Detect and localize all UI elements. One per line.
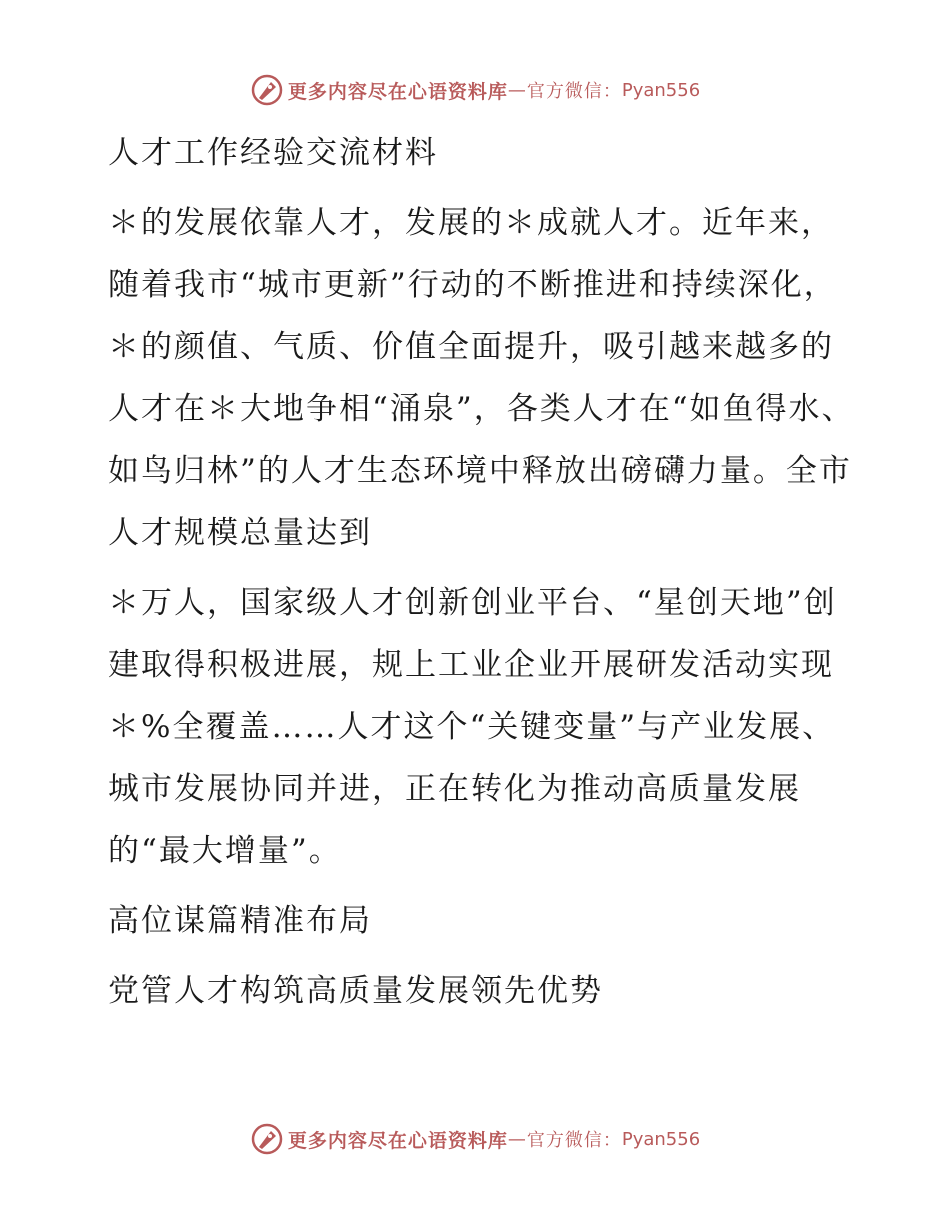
watermark-main-text: 更多内容尽在心语资料库 <box>287 80 508 103</box>
footer-watermark <box>0 1119 950 1159</box>
paragraph-2: ＊万人，国家级人才创新创业平台、“星创天地”创建取得积极进展，规上工业企业开展研发活动实现＊%全覆盖……人才这个“关键变量”与产业发展、城市发展协同并进，正在转化为推动高质量发展的“最大增量”。 <box>108 585 837 869</box>
pen-nib-icon <box>250 1122 284 1156</box>
watermark-id: Pyan556 <box>621 1128 701 1150</box>
watermark-main-text: 更多内容尽在心语资料库 <box>287 1129 508 1152</box>
document-body <box>96 122 856 1022</box>
header-watermark <box>0 70 950 110</box>
pen-nib-icon <box>250 73 284 107</box>
document-title: 人才工作经验交流材料 <box>108 135 438 171</box>
watermark-dash: — <box>507 79 527 101</box>
section-heading-2: 党管人才构筑高质量发展领先优势 <box>108 973 603 1009</box>
watermark-sub-text: 官方微信： <box>526 1130 622 1151</box>
paragraph-1: ＊的发展依靠人才，发展的＊成就人才。近年来，随着我市“城市更新”行动的不断推进和持续深化，＊的颜值、气质、价值全面提升，吸引越来越多的人才在＊大地争相“涌泉”，各类人才在“如鱼得水、如鸟归林”的人才生态环境中释放出磅礴力量。全市人才规模总量达到 <box>108 205 855 551</box>
watermark-dash: — <box>507 1128 527 1150</box>
watermark-id: Pyan556 <box>621 79 701 101</box>
section-heading-1: 高位谋篇精准布局 <box>108 903 372 939</box>
watermark-sub-text: 官方微信： <box>526 81 622 102</box>
